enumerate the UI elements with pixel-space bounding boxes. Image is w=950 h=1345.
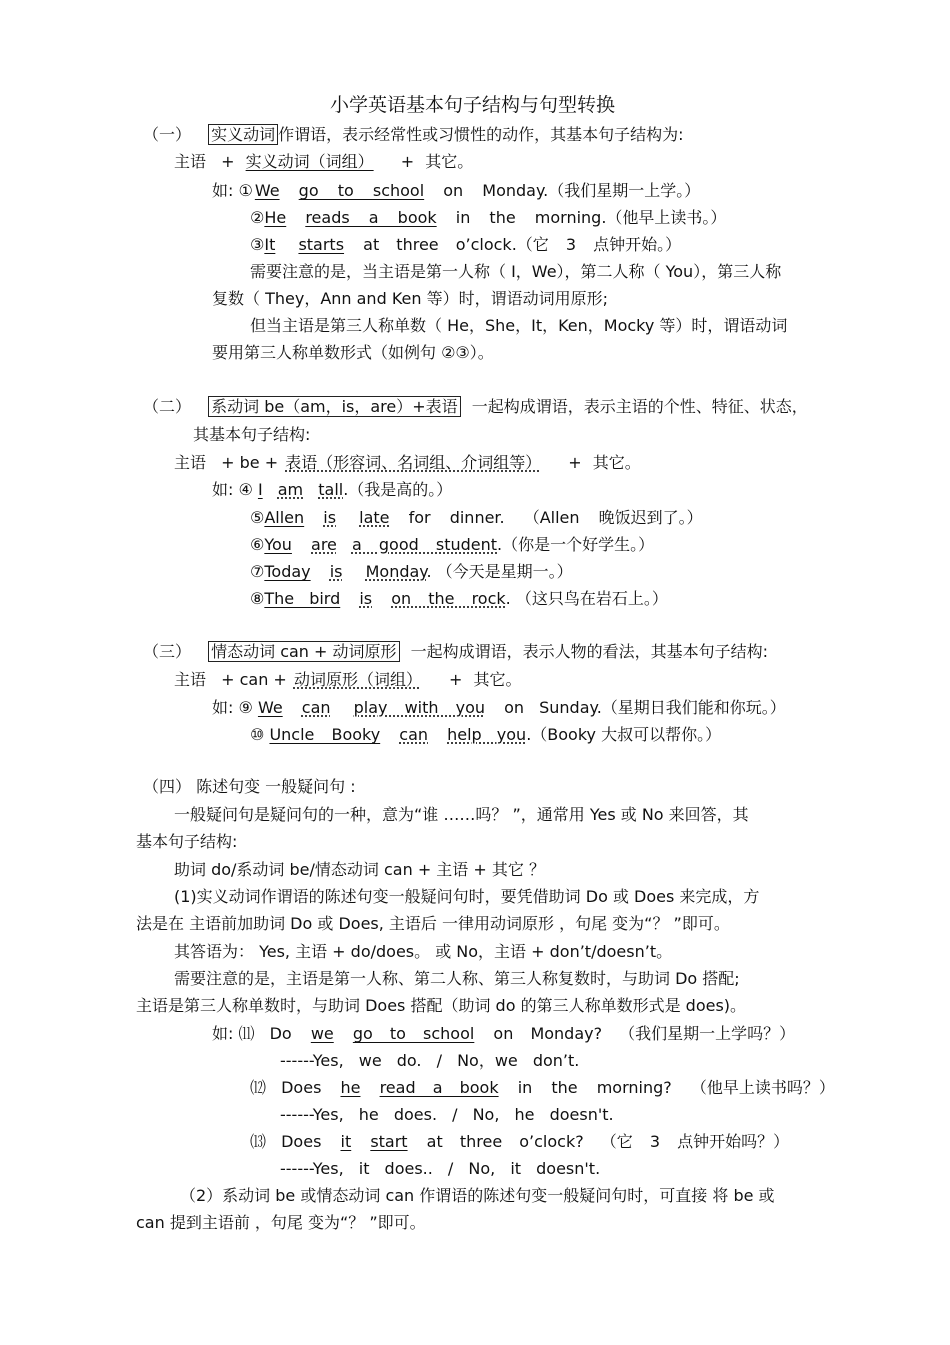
- intro-text: 其基本句子结构:: [193, 425, 311, 444]
- example-rest: in the morning? （他早上读书吗？）: [517, 1078, 835, 1097]
- formula-subject: 主语: [174, 670, 207, 689]
- example-subject: he: [340, 1078, 361, 1097]
- example-subject: It: [264, 235, 276, 254]
- paragraph-text: 法是在 主语前加助词 Do 或 Does, 主语后 一律用动词原形 ，句尾 变为“？ ”即可。: [136, 914, 730, 933]
- formula-subject: 主语: [174, 453, 207, 472]
- section-1-intro: [143, 124, 684, 146]
- example-rest: . （这只鸟在岩石上。）: [505, 589, 668, 608]
- boxed-term: 系动词 be（am，is，are）+表语: [208, 396, 461, 417]
- formula-can: + can +: [221, 670, 287, 689]
- section-number: （三）: [143, 642, 192, 661]
- formula-be: + be +: [221, 453, 279, 472]
- example-predicative: tall: [318, 480, 344, 499]
- paragraph-text: (1)实义动词作谓语的陈述句变一般疑问句时，要凭借助词 Do 或 Does 来完成，方: [174, 887, 760, 906]
- example-rest: .（Booky 大叔可以帮你。）: [526, 725, 722, 744]
- example-2: [250, 207, 726, 229]
- example-9: [212, 697, 786, 719]
- section-2-intro: [143, 396, 808, 418]
- formula-subject: 主语: [174, 152, 207, 171]
- example-number: ⑩: [250, 725, 265, 744]
- example-subject: The bird: [264, 589, 341, 608]
- formula-other: 其它。: [473, 670, 522, 689]
- intro-text: 作谓语，表示经常性或习惯性的动作，其基本句子结构为:: [278, 125, 684, 144]
- example-rest: on Monday? （我们星期一上学吗？）: [493, 1024, 796, 1043]
- example-predicative: a good student: [351, 535, 498, 554]
- example-subject: Today: [264, 562, 311, 581]
- example-predicate: play with you: [353, 698, 485, 717]
- note-text: 但当主语是第三人称单数（ He，She，It，Ken，Mocky 等）时，谓语动词: [250, 316, 788, 335]
- example-answer: ------Yes, he does. / No, he doesn't.: [280, 1105, 614, 1124]
- intro-text: 一起构成谓语，表示主语的个性、特征、状态，: [471, 397, 808, 416]
- example-rest: at three o’clock? （它 3 点钟开始吗？）: [426, 1132, 790, 1151]
- example-1: [212, 180, 700, 202]
- formula-base-verb: 动词原形（词组）: [293, 670, 422, 689]
- example-subject: Uncle Booky: [269, 725, 381, 744]
- example-rest: on Monday.（我们星期一上学。）: [443, 181, 701, 200]
- example-number: ①: [238, 181, 253, 200]
- example-subject: I: [257, 480, 263, 499]
- example-10: [250, 724, 721, 746]
- example-answer: ------Yes, we do. / No，we don’t.: [280, 1051, 580, 1070]
- paragraph-text: 需要注意的是，主语是第一人称、第二人称、第三人称复数时，与助词 Do 搭配;: [174, 969, 740, 988]
- example-predicative: Monday: [365, 562, 427, 581]
- example-label: 如:: [212, 698, 234, 717]
- example-rest: on Sunday.（星期日我们能和你玩。）: [504, 698, 786, 717]
- example-verb: are: [311, 535, 337, 554]
- example-auxiliary: Does: [281, 1078, 322, 1097]
- example-rest: .（我是高的。）: [343, 480, 453, 499]
- section-4-heading: （四） 陈述句变 一般疑问句 :: [143, 777, 356, 796]
- example-number: ④: [238, 480, 253, 499]
- note-text: 要用第三人称单数形式（如例句 ②③）。: [212, 343, 494, 362]
- example-4: [212, 479, 452, 501]
- example-rest: for dinner. （Allen 晚饭迟到了。）: [408, 508, 703, 527]
- example-predicate: help you: [447, 725, 527, 744]
- paragraph-text: （2）系动词 be 或情态动词 can 作谓语的陈述句变一般疑问句时，可直接 将 be 或: [180, 1186, 775, 1205]
- section-2-formula: [174, 452, 641, 474]
- example-number: ⒀: [250, 1132, 267, 1151]
- section-3-formula: [174, 669, 522, 691]
- formula-other: 其它。: [592, 453, 641, 472]
- example-subject: We: [254, 181, 280, 200]
- example-predicative: on the rock: [391, 589, 506, 608]
- paragraph-text: can 提到主语前 ，句尾 变为“？ ”即可。: [136, 1213, 426, 1232]
- example-number: ⑨: [238, 698, 253, 717]
- example-modal: can: [399, 725, 429, 744]
- section-1-formula: [174, 151, 473, 173]
- example-rest: . （今天是星期一。）: [426, 562, 573, 581]
- example-predicate: go to school: [298, 181, 425, 200]
- section-number: （二）: [143, 397, 192, 416]
- example-answer: ------Yes, it does.. / No, it doesn't.: [280, 1159, 601, 1178]
- example-11: [212, 1023, 795, 1045]
- example-subject: it: [340, 1132, 352, 1151]
- formula-verb: 实义动词（词组）: [245, 152, 374, 171]
- section-4-formula: 助词 do/系动词 be/情态动词 can + 主语 + 其它 ？: [174, 860, 545, 879]
- example-number: ⑥: [250, 535, 265, 554]
- example-6: [250, 534, 654, 556]
- page-title: 小学英语基本句子结构与句型转换: [330, 94, 616, 116]
- example-7: [250, 561, 573, 583]
- example-8: [250, 588, 668, 610]
- example-auxiliary: Do: [269, 1024, 292, 1043]
- section-3-intro: [143, 641, 768, 663]
- formula-plus: +: [400, 152, 415, 171]
- paragraph-text: 一般疑问句是疑问句的一种，意为“谁 ……吗？ ”，通常用 Yes 或 No 来回答，其: [174, 805, 749, 824]
- formula-predicative: 表语（形容词、名词组、介词组等）: [285, 453, 542, 472]
- example-13: [250, 1131, 789, 1153]
- example-5: [250, 507, 703, 529]
- paragraph-text: 主语是第三人称单数时，与助词 Does 搭配（助词 do 的第三人称单数形式是 does)。: [136, 996, 747, 1015]
- example-label: 如:: [212, 181, 234, 200]
- example-3: [250, 234, 681, 256]
- formula-plus: +: [568, 453, 582, 472]
- example-label: 如:: [212, 480, 234, 499]
- example-predicate: go to school: [352, 1024, 475, 1043]
- boxed-term: 实义动词: [208, 124, 278, 145]
- example-subject: we: [310, 1024, 334, 1043]
- section-number: （一）: [143, 125, 192, 144]
- example-auxiliary: Does: [281, 1132, 322, 1151]
- example-subject: He: [264, 208, 287, 227]
- intro-text: 一起构成谓语，表示人物的看法，其基本句子结构:: [410, 642, 769, 661]
- example-predicate: starts: [298, 235, 345, 254]
- example-number: ⑤: [250, 508, 265, 527]
- example-subject: You: [264, 535, 292, 554]
- example-rest: .（你是一个好学生。）: [497, 535, 655, 554]
- example-rest: at three o’clock.（它 3 点钟开始。）: [363, 235, 682, 254]
- example-number: ③: [250, 235, 265, 254]
- note-text: 复数（ They，Ann and Ken 等）时，谓语动词用原形;: [212, 289, 608, 308]
- example-number: ②: [250, 208, 265, 227]
- example-number: ⑿: [250, 1078, 267, 1097]
- example-predicate: read a book: [379, 1078, 499, 1097]
- example-verb: am: [277, 480, 304, 499]
- example-verb: is: [323, 508, 337, 527]
- example-modal: can: [301, 698, 331, 717]
- formula-plus: +: [221, 152, 235, 171]
- example-predicate: reads a book: [305, 208, 437, 227]
- paragraph-text: 基本句子结构:: [136, 832, 238, 851]
- example-12: [250, 1077, 835, 1099]
- example-predicative: late: [359, 508, 390, 527]
- formula-plus: +: [449, 670, 463, 689]
- example-number: ⑧: [250, 589, 265, 608]
- paragraph-text: 其答语为： Yes, 主语 + do/does。 或 No，主语 + don’t/doesn’t。: [174, 942, 673, 961]
- example-number: ⑦: [250, 562, 265, 581]
- example-label: 如:: [212, 1024, 234, 1043]
- example-predicate: start: [370, 1132, 408, 1151]
- example-rest: in the morning.（他早上读书。）: [455, 208, 727, 227]
- example-subject: We: [257, 698, 283, 717]
- example-subject: Allen: [264, 508, 305, 527]
- example-verb: is: [359, 589, 373, 608]
- note-text: 需要注意的是，当主语是第一人称（ I，We），第二人称（ You），第三人称: [250, 262, 782, 281]
- example-number: ⑾: [238, 1024, 255, 1043]
- example-verb: is: [329, 562, 343, 581]
- boxed-term: 情态动词 can + 动词原形: [208, 641, 399, 662]
- formula-other: 其它。: [425, 152, 474, 171]
